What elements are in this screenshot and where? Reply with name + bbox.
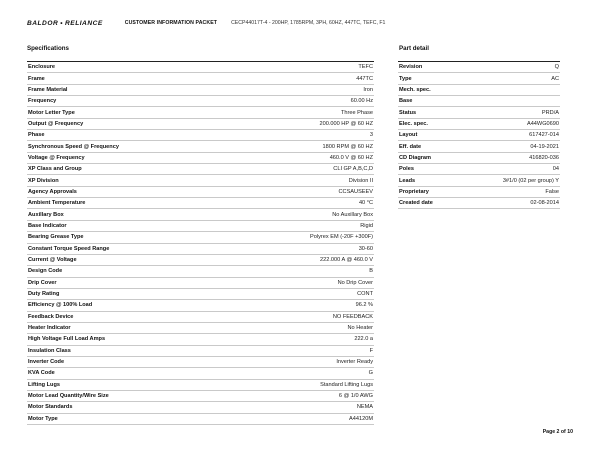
- table-row: [398, 175, 560, 186]
- table-row: [27, 345, 374, 356]
- row-label: Bearing Grease Type: [27, 232, 231, 243]
- table-row: [27, 232, 374, 243]
- row-label: Elec. spec.: [398, 118, 460, 129]
- row-label: Motor Letter Type: [27, 107, 231, 118]
- table-row: [27, 243, 374, 254]
- row-value: 222.0 a: [231, 334, 374, 345]
- row-value: NEMA: [231, 402, 374, 413]
- table-row: [27, 73, 374, 84]
- row-label: Frame: [27, 73, 231, 84]
- row-label: Inverter Code: [27, 356, 231, 367]
- row-value: Division II: [231, 175, 374, 186]
- row-value: No Heater: [231, 322, 374, 333]
- row-value: 04-19-2021: [460, 141, 560, 152]
- row-label: Efficiency @ 100% Load: [27, 300, 231, 311]
- row-value: Three Phase: [231, 107, 374, 118]
- table-row: [27, 62, 374, 73]
- table-row: [398, 198, 560, 209]
- table-row: [27, 107, 374, 118]
- table-row: [27, 220, 374, 231]
- row-value: No Drip Cover: [231, 277, 374, 288]
- row-value: 6 @ 1/0 AWG: [231, 390, 374, 401]
- table-row: [398, 84, 560, 95]
- table-row: [27, 141, 374, 152]
- row-value: G: [231, 368, 374, 379]
- row-label: CD Diagram: [398, 152, 460, 163]
- row-label: Constant Torque Speed Range: [27, 243, 231, 254]
- row-label: Eff. date: [398, 141, 460, 152]
- row-value: F: [231, 345, 374, 356]
- row-value: Standard Lifting Lugs: [231, 379, 374, 390]
- row-label: Auxillary Box: [27, 209, 231, 220]
- row-value: 3#1/0 (02 per group) Y: [460, 175, 560, 186]
- row-value: Inverter Ready: [231, 356, 374, 367]
- table-row: [27, 390, 374, 401]
- row-value: Iron: [231, 84, 374, 95]
- row-value: [460, 96, 560, 107]
- page-number: Page 2 of 10: [542, 429, 573, 435]
- row-label: High Voltage Full Load Amps: [27, 334, 231, 345]
- row-value: B: [231, 266, 374, 277]
- table-row: [398, 96, 560, 107]
- row-value: Rigid: [231, 220, 374, 231]
- baldor-reliance-logo: BALDOR • RELIANCE: [27, 19, 103, 27]
- row-value: 447TC: [231, 73, 374, 84]
- row-value: NO FEEDBACK: [231, 311, 374, 322]
- table-row: [27, 186, 374, 197]
- row-value: CLI GP A,B,C,D: [231, 164, 374, 175]
- table-row: [27, 84, 374, 95]
- row-value: Polyrex EM (-20F +300F): [231, 232, 374, 243]
- row-value: Q: [460, 62, 560, 73]
- table-row: [27, 209, 374, 220]
- row-value: 96.2 %: [231, 300, 374, 311]
- table-row: [27, 379, 374, 390]
- row-label: XP Class and Group: [27, 164, 231, 175]
- row-label: Duty Rating: [27, 288, 231, 299]
- document-header: [27, 17, 385, 29]
- table-row: [27, 164, 374, 175]
- row-label: Ambient Temperature: [27, 198, 231, 209]
- row-label: Mech. spec.: [398, 84, 460, 95]
- row-label: Output @ Frequency: [27, 118, 231, 129]
- table-row: [27, 96, 374, 107]
- row-label: Phase: [27, 130, 231, 141]
- row-label: Motor Lead Quantity/Wire Size: [27, 390, 231, 401]
- row-value: PRD/A: [460, 107, 560, 118]
- row-label: Lifting Lugs: [27, 379, 231, 390]
- table-row: [398, 164, 560, 175]
- table-row: [398, 107, 560, 118]
- row-value: 460.0 V @ 60 HZ: [231, 152, 374, 163]
- row-label: Enclosure: [27, 62, 231, 73]
- table-row: [398, 62, 560, 73]
- row-label: Design Code: [27, 266, 231, 277]
- table-row: [27, 266, 374, 277]
- row-label: Motor Standards: [27, 402, 231, 413]
- row-label: Frame Material: [27, 84, 231, 95]
- row-label: Drip Cover: [27, 277, 231, 288]
- row-label: Type: [398, 73, 460, 84]
- table-row: [398, 73, 560, 84]
- row-label: Synchronous Speed @ Frequency: [27, 141, 231, 152]
- table-row: [27, 356, 374, 367]
- row-value: A44120M: [231, 413, 374, 424]
- row-value: CCSAUSEEV: [231, 186, 374, 197]
- row-label: Frequency: [27, 96, 231, 107]
- row-value: 60.00 Hz: [231, 96, 374, 107]
- row-label: Base Indicator: [27, 220, 231, 231]
- row-label: Feedback Device: [27, 311, 231, 322]
- row-value: CONT: [231, 288, 374, 299]
- row-value: A44WG0690: [460, 118, 560, 129]
- specifications-table: [27, 61, 374, 425]
- part-detail-table: [398, 61, 560, 209]
- row-label: Revision: [398, 62, 460, 73]
- table-row: [27, 288, 374, 299]
- table-row: [398, 130, 560, 141]
- row-value: 1800 RPM @ 60 HZ: [231, 141, 374, 152]
- row-value: 200.000 HP @ 60 HZ: [231, 118, 374, 129]
- table-row: [27, 402, 374, 413]
- row-value: 04: [460, 164, 560, 175]
- row-label: Base: [398, 96, 460, 107]
- row-value: 3: [231, 130, 374, 141]
- row-value: 40 °C: [231, 198, 374, 209]
- table-row: [27, 311, 374, 322]
- row-value: No Auxillary Box: [231, 209, 374, 220]
- row-value: 416820-036: [460, 152, 560, 163]
- row-value: 617427-014: [460, 130, 560, 141]
- row-label: Created date: [398, 198, 460, 209]
- row-label: XP Division: [27, 175, 231, 186]
- packet-title: CUSTOMER INFORMATION PACKET: [124, 20, 218, 26]
- table-row: [27, 300, 374, 311]
- table-row: [27, 254, 374, 265]
- row-label: Leads: [398, 175, 460, 186]
- row-label: KVA Code: [27, 368, 231, 379]
- row-label: Status: [398, 107, 460, 118]
- row-label: Current @ Voltage: [27, 254, 231, 265]
- row-value: TEFC: [231, 62, 374, 73]
- row-label: Agency Approvals: [27, 186, 231, 197]
- row-value: 02-08-2014: [460, 198, 560, 209]
- row-label: Proprietary: [398, 186, 460, 197]
- table-row: [27, 277, 374, 288]
- table-row: [27, 198, 374, 209]
- row-value: 30-60: [231, 243, 374, 254]
- table-row: [398, 118, 560, 129]
- row-label: Layout: [398, 130, 460, 141]
- row-label: Motor Type: [27, 413, 231, 424]
- table-row: [27, 175, 374, 186]
- table-row: [27, 413, 374, 424]
- table-row: [27, 130, 374, 141]
- table-row: [27, 152, 374, 163]
- row-label: Voltage @ Frequency: [27, 152, 231, 163]
- row-value: AC: [460, 73, 560, 84]
- table-row: [398, 152, 560, 163]
- row-value: False: [460, 186, 560, 197]
- table-row: [398, 186, 560, 197]
- table-row: [27, 118, 374, 129]
- table-row: [27, 334, 374, 345]
- model-line: CECP44017T-4 - 200HP, 1785RPM, 3PH, 60HZ, 447TC, TEFC, F1: [231, 20, 386, 26]
- row-value: 222.000 A @ 460.0 V: [231, 254, 374, 265]
- table-row: [27, 368, 374, 379]
- row-value: [460, 84, 560, 95]
- row-label: Poles: [398, 164, 460, 175]
- table-row: [398, 141, 560, 152]
- row-label: Heater Indicator: [27, 322, 231, 333]
- table-row: [27, 322, 374, 333]
- part-detail-title: Part detail: [399, 45, 429, 52]
- specifications-title: Specifications: [27, 45, 69, 52]
- row-label: Insulation Class: [27, 345, 231, 356]
